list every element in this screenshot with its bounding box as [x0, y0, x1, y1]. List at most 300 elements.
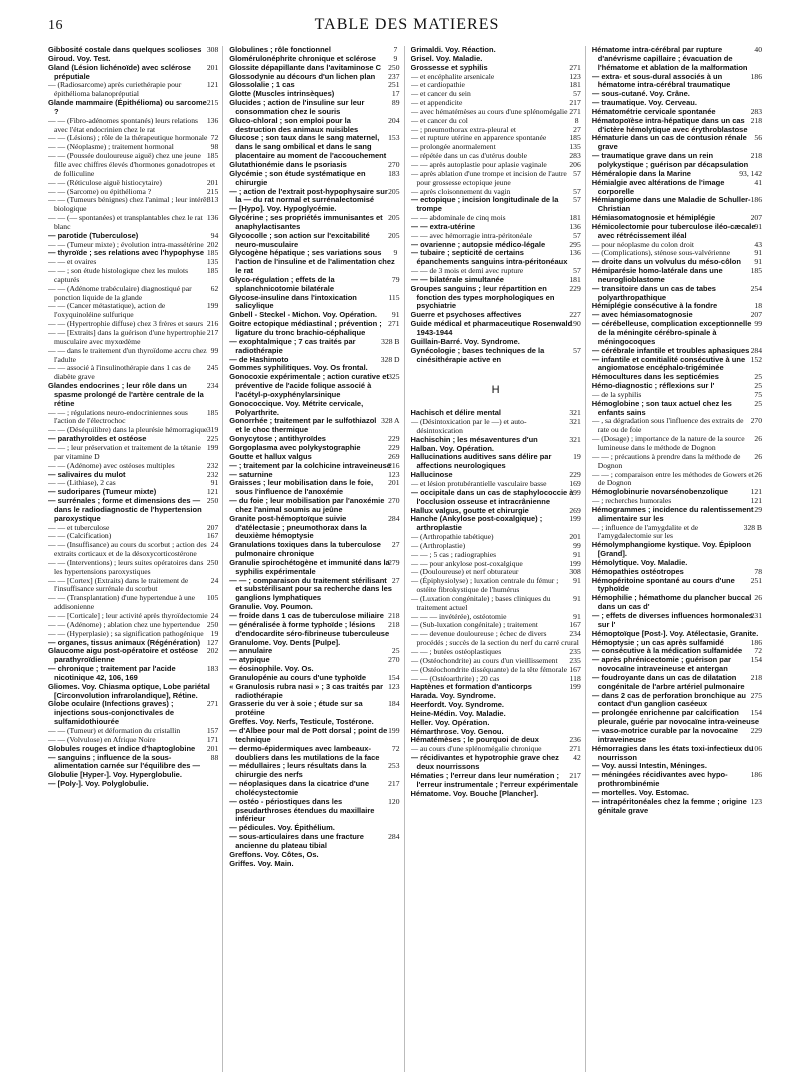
index-entry-text: — organes, tissus animaux (Régénération): [48, 637, 201, 647]
index-entry-text: Globules rouges et indice d'haptoglobine: [48, 743, 196, 753]
index-entry-page: 40: [754, 46, 762, 54]
index-entry-page: 135: [206, 257, 219, 267]
index-entry-text: Hémiparésie homo-latérale dans une neuroglioblastome: [591, 266, 723, 284]
index-entry-page: 88: [210, 752, 219, 762]
index-entry: [229, 294, 399, 312]
index-entry-page: 91: [573, 549, 581, 559]
index-entry-text: Grossesse et syphilis: [410, 62, 488, 72]
index-entry: [229, 134, 399, 161]
index-entry-text: — — (Adénome) avec ostéoses multiples: [48, 460, 175, 470]
index-entry: [229, 762, 399, 780]
index-entry-page: 205: [388, 213, 400, 223]
index-entry-text: Hallucinations auditives sans délire par affections neurologiques: [410, 452, 552, 471]
index-entry-text: — [Hypo]. Voy. Hypoglycémie.: [229, 204, 337, 214]
index-entry-page: 254: [750, 283, 762, 293]
index-entry-text: Groupes sanguins ; leur répartition en fonction des types morphologiques en psychiatrie: [410, 283, 555, 311]
index-entry-page: 43: [754, 239, 762, 249]
index-entry-text: Glycose-insuline dans l'intoxication salicylique: [229, 292, 357, 311]
index-entry-page: 120: [388, 796, 400, 806]
index-entry-text: Grisel. Voy. Maladie.: [410, 53, 483, 63]
index-entry-text: — néoplasiques dans la cicatrice d'une cholécystectomie: [229, 779, 369, 797]
index-entry: [411, 196, 581, 214]
index-entry-text: — — [Corticale] ; leur activité après thyroïdectomie: [48, 611, 208, 620]
index-entry: [48, 577, 218, 595]
index-entry-page: 218: [388, 619, 400, 629]
index-entry-page: 199: [206, 442, 219, 452]
index-entry-text: — ; pneumothorax extra-pleural et: [410, 124, 516, 134]
index-entry-text: Glossolalie ; 1 cas: [229, 80, 295, 90]
index-entry-page: 185: [206, 151, 219, 161]
index-entry: [48, 364, 218, 382]
index-entry-text: — — ; comparaison du traitement stérilisant et substérilisant pour sa recherche dans les ganglions lymphatiques: [229, 575, 392, 603]
index-entry-text: — (Complications), sténose sous-valvérienne: [591, 248, 731, 258]
index-entry-text: — après ablation d'une trompe et incision de l'autre pour grossesse ectopique jeune: [410, 168, 567, 187]
index-entry-text: — d'Albee pour mal de Pott dorsal ; point de technique: [229, 725, 388, 744]
index-entry-text: Hémoglobine ; son taux actuel chez les enfants sains: [591, 398, 732, 417]
index-entry-page: 283: [569, 151, 581, 161]
index-entry-text: Héméralopie dans la Marine: [591, 168, 691, 178]
index-entry-page: 18: [754, 301, 762, 311]
index-entry-page: 321: [569, 408, 581, 418]
index-entry-text: — au cours d'une splénomégalie chronique: [410, 744, 542, 754]
index-entry-page: 207: [206, 522, 219, 532]
index-entry-text: Gonococcique. Voy. Métrite cervicale, Polyarthrite.: [229, 398, 364, 417]
index-entry-page: 26: [754, 451, 762, 461]
index-entry-page: 56: [754, 133, 762, 143]
index-entry-text: — — [Extraits] dans la guérison d'une hypertrophie musculaire avec myxœdème: [48, 328, 206, 346]
index-entry-page: 271: [569, 62, 581, 72]
index-entry: [411, 515, 581, 533]
index-entry-page: 123: [388, 681, 400, 691]
index-entry-page: 167: [569, 664, 581, 674]
index-entry-page: 321: [569, 417, 581, 427]
index-entry-page: 185: [569, 133, 581, 143]
index-entry-text: — chronique ; traitement par l'acide nicotinique 42, 106, 169: [48, 664, 176, 682]
index-entry-page: 185: [206, 248, 219, 258]
index-entry: [592, 727, 762, 745]
index-entry-page: 93, 142: [739, 168, 762, 178]
index-entry-page: 17: [391, 89, 400, 99]
index-entry-text: Grimaldi. Voy. Réaction.: [410, 46, 496, 54]
page-number: 16: [48, 18, 63, 33]
index-entry-page: 215: [206, 98, 219, 108]
index-entry-text: — infantile et comitialité consécutive à une angiomatose encéphalo-trigéminée: [591, 354, 746, 373]
index-entry-page: 167: [569, 620, 581, 630]
index-entry-text: — — (Tumeurs bénignes) chez l'animal ; leur intérêt biologique: [48, 195, 209, 214]
index-entry-text: — éosinophile. Voy. Os.: [229, 664, 314, 674]
index-entry-text: — — (Adénome trabéculaire) diagnostiqué par ponction liquide de la glande: [48, 283, 192, 302]
index-entry-text: — (Dosage) ; importance de la nature de la source lumineuse dans le méthode de Dognon: [591, 434, 745, 452]
index-entry-page: 25: [754, 381, 762, 391]
index-entry-page: 91: [754, 248, 762, 258]
index-entry: [229, 541, 399, 559]
index-entry-text: Glutathionémie dans le psoriasis: [229, 159, 347, 169]
index-entry-text: — — — invétérée), ostéotomie: [410, 611, 507, 621]
index-column-4: [592, 46, 766, 1072]
index-entry-text: — — ; précautions à prendre dans la méthode de Dognon: [591, 451, 741, 470]
index-entry: [592, 152, 762, 170]
index-entry: [229, 320, 399, 338]
index-entry-text: Grasserie du ver à soie ; étude sur sa protéine: [229, 699, 363, 718]
index-entry: [229, 727, 399, 745]
index-entry-text: Hachisch et délire mental: [410, 408, 501, 418]
index-entry-page: 167: [206, 531, 219, 541]
index-entry-text: Haptènes et formation d'anticorps: [410, 682, 532, 692]
index-entry: [592, 435, 762, 453]
index-entry-page: 232: [206, 469, 219, 479]
index-entry: [411, 453, 581, 471]
index-entry-text: — pédicules. Voy. Épithélium.: [229, 823, 335, 833]
index-entry-text: — ; traitement par la colchicine intraveineuse: [229, 460, 391, 470]
index-entry-page: 79: [391, 274, 400, 284]
index-entry-text: Goitre ectopique médiastinal ; prévention ; ligature du tronc brachio-céphalique: [229, 319, 382, 337]
index-entry-text: — et encéphalite arsenicale: [410, 71, 495, 81]
index-entry-text: — du foie ; leur mobilisation par l'anoxémie chez l'animal soumis au jeûne: [229, 496, 385, 514]
index-entry-page: 127: [206, 637, 219, 647]
index-entry-text: — ; influence de l'amygdalite et de l'amygdalectomie sur les: [591, 522, 699, 541]
index-entry-page: 184: [388, 699, 400, 709]
index-entry-text: — — et ovaires: [48, 257, 97, 267]
index-entry-text: Glomérulonéphrite chronique et sclérose: [229, 53, 376, 63]
index-entry-page: 328 A: [381, 416, 400, 426]
index-entry-text: — froide dans 1 cas de tuberculose miliaire: [229, 611, 384, 620]
index-entry-text: Granulopénie au cours d'une typhoïde: [229, 672, 367, 682]
index-entry-text: Hémiplégie consécutive à la fondre: [591, 301, 718, 311]
index-entry-text: — tubaire ; septicité de certains épanchements sanguins intra-péritonéaux: [410, 248, 568, 267]
index-entry-text: Globulie [Hyper-]. Voy. Hyperglobulie.: [48, 770, 182, 780]
index-entry-page: 218: [750, 151, 762, 161]
index-entry-text: — après phrénicectomie ; guérison par novocaïne intraveineuse et antergan: [591, 655, 731, 674]
index-entry: 9 Glomérulonéphrite chronique et sclérose: [229, 53, 398, 63]
index-entry-text: — pour néoplasme du colon droit: [591, 239, 695, 249]
index-entry-text: Hématémèses ; le pourquoi de deux: [410, 735, 539, 745]
index-entry: [48, 444, 218, 462]
index-entry-page: 185: [206, 407, 219, 417]
index-entry: [592, 692, 762, 710]
page-title: TABLE DES MATIERES: [314, 16, 500, 33]
index-entry: [592, 400, 762, 418]
index-entry-page: 27: [573, 124, 581, 134]
index-entry-text: Glycogène hépatique ; ses variations sous l'action de l'insuline et de l'alimentation chez le rat: [229, 248, 395, 276]
index-entry-text: — — (Interventions) ; leurs suites opératoires dans les hypertensions paroxystiques: [48, 557, 204, 576]
index-entry-text: Hémiangiome dans une Maladie de Schuller-Christian: [591, 195, 751, 214]
index-entry-page: 91: [391, 310, 400, 320]
index-entry-page: 99: [573, 540, 581, 550]
index-entry-page: 26: [754, 434, 762, 444]
index-entry: [411, 489, 581, 507]
index-entry: [411, 790, 581, 799]
index-entry-text: Gonorrhée ; traitement par le sulfothiazol et le choc thermique: [229, 416, 377, 435]
index-entry-text: Guerre et psychoses affectives: [410, 310, 522, 320]
index-entry-page: 308: [206, 46, 219, 54]
index-entry-text: — annulaire: [229, 646, 273, 656]
index-column-3: [411, 46, 586, 1072]
index-entry: [229, 621, 399, 639]
index-entry-text: Hallux valgus, goutte et chirurgie: [410, 505, 529, 515]
index-entry-page: 236: [569, 735, 581, 745]
index-entry: [229, 117, 399, 135]
index-entry-text: — (Désintoxication par le —) et auto-désintoxication: [410, 417, 527, 435]
index-entry-page: 201: [569, 532, 581, 542]
index-entry-page: 99: [754, 319, 762, 329]
index-entry-page: 229: [569, 470, 581, 480]
index-entry: [592, 46, 762, 73]
index-entry: [592, 73, 762, 91]
index-entry-page: 253: [388, 761, 400, 771]
index-entry: [48, 64, 218, 82]
index-entry-page: 215: [206, 186, 219, 196]
index-entry-text: — de la syphilis: [591, 389, 642, 399]
index-entry-page: 201: [206, 743, 219, 753]
index-entry-text: — récidivantes et hypotrophie grave chez deux nourrissons: [410, 753, 559, 771]
index-entry-page: 218: [388, 611, 400, 620]
index-entry-text: — extra- et sous-dural associés à un hématome intra-cérébral traumatique: [591, 71, 731, 90]
index-entry-text: — sous-cutané. Voy. Crâne.: [591, 89, 690, 99]
index-entry-page: 154: [750, 655, 762, 665]
index-entry-text: — Voy. aussi Intestin, Méninges.: [591, 761, 707, 771]
index-entry-text: — droite dans un volvulus du méso-côlon: [591, 257, 741, 267]
index-entry: [48, 285, 218, 303]
index-entry-page: 57: [573, 266, 581, 276]
index-entry: [592, 267, 762, 285]
index-entry-text: Goutte et hallux valgus: [229, 451, 312, 461]
index-entry-page: 218: [750, 672, 762, 682]
index-entry-page: 231: [750, 611, 762, 620]
index-entry-text: — — bilatérale simultanée: [410, 274, 504, 284]
index-entry-text: — cérébrale infantile et troubles aphasiques: [591, 345, 750, 355]
index-entry: [48, 329, 218, 347]
index-entry-page: 199: [388, 725, 400, 735]
index-entry-page: 91: [754, 221, 762, 231]
index-entry: [411, 595, 581, 613]
index-entry-page: 99: [573, 487, 581, 497]
index-entry-page: 135: [569, 142, 581, 152]
index-entry-page: 313: [206, 195, 219, 205]
index-entry: [229, 745, 399, 763]
index-entry: [229, 700, 399, 718]
index-entry-text: — salivaires du mulot: [48, 469, 126, 479]
index-entry-page: 121: [206, 80, 219, 90]
index-entry-text: Gliomes. Voy. Chiasma optique, Lobe pariétal [Circonvolution infrarolandique], Rétine.: [48, 681, 210, 700]
index-entry: [411, 418, 581, 436]
index-entry: [48, 594, 218, 612]
index-entry-text: — médullaires ; leurs résultats dans la chirurgie des nerfs: [229, 761, 367, 780]
index-entry-page: 171: [206, 734, 219, 744]
index-entry-text: Greffes. Voy. Nerfs, Testicule, Tostérone.: [229, 717, 374, 727]
index-entry: [229, 338, 399, 356]
index-entry-text: — de Hashimoto: [229, 354, 289, 364]
index-entry: 8 — et cancer du col: [410, 115, 579, 125]
index-entry-page: 136: [206, 115, 219, 125]
index-entry-page: 237: [388, 71, 400, 81]
index-entry-page: 19: [573, 452, 581, 462]
index-columns: [48, 46, 766, 1072]
index-entry-text: Granite post-hémoptoïque suivie d'atélectasie ; pneumothorax dans la deuxième hémoptysie: [229, 513, 367, 541]
index-entry-text: — — (Néoplasme) ; traitement hormonal: [48, 142, 174, 152]
index-entry: [48, 683, 218, 701]
index-entry-text: Greffons. Voy. Côtes, Os.: [229, 849, 319, 859]
index-entry-page: 186: [750, 71, 762, 81]
index-entry-text: — généralisée à forme typhoïde ; lésions d'endocardite séro-fibrineuse tuberculeuse: [229, 619, 390, 638]
index-entry-page: 72: [754, 646, 762, 656]
index-entry-text: — occipitale dans un cas de staphylococcie à l'occlusion osseuse et intracrânienne: [410, 487, 574, 506]
index-entry: [48, 214, 218, 232]
index-entry-text: — et cancer du col: [410, 115, 468, 125]
index-entry-page: 225: [206, 434, 219, 444]
index-entry-page: 229: [388, 442, 400, 452]
index-entry-text: — avec hémiasomatognosie: [591, 310, 693, 320]
index-entry-page: 251: [388, 80, 400, 90]
index-entry-text: — mortelles. Voy. Estomac.: [591, 787, 690, 797]
index-entry-text: — — devenue douloureuse ; échec de divers procédés ; succès de la section du nerf du carré crural: [410, 629, 579, 648]
index-entry-text: Hémiasomatognosie et hémiplégie: [591, 213, 716, 223]
index-entry-page: 29: [754, 504, 762, 514]
index-entry-page: 217: [388, 779, 400, 789]
index-entry-page: 24: [210, 611, 219, 620]
section-letter-heading: H: [491, 384, 500, 397]
index-entry-page: 205: [388, 186, 400, 196]
index-entry-text: Hématométrie cervicale spontanée: [591, 106, 716, 116]
index-entry-page: 62: [210, 283, 219, 293]
index-entry-text: — — (Réticulose aiguë histiocytaire): [48, 177, 162, 187]
index-entry-text: Hématome intra-cérébral par rupture d'anévrisme capillaire ; évacuation de l'hématome et ablation de la malformation: [591, 46, 748, 72]
index-entry-page: 121: [206, 487, 219, 497]
index-entry: [229, 577, 399, 604]
index-entry: [592, 674, 762, 692]
index-entry-text: — ovarienne ; autopsie médico-légale: [410, 239, 546, 249]
index-entry-text: — — (Tumeur mixte) ; évolution intra-massétérine: [48, 239, 204, 249]
index-entry-text: Gibbosité costale dans quelques scolioses: [48, 46, 202, 54]
index-entry: [48, 99, 218, 117]
index-entry-page: 202: [206, 646, 219, 656]
index-entry-text: — (Sub-luxation congénitale) ; traitement: [410, 620, 538, 630]
index-entry-text: — — (Déséquilibre) dans la pleurésie hémorragique: [48, 425, 208, 435]
index-entry: [48, 665, 218, 683]
index-entry-text: — — (Insuffisance) au cours du scorbut ; action des extraits corticaux et de la désoxycorticostérone: [48, 540, 207, 559]
index-entry-text: — ostéo - périostiques dans les pseudarthroses étendues du maxillaire inférieur: [229, 796, 375, 824]
index-entry: [411, 630, 581, 648]
index-entry-text: — (Douloureuse) et nerf obturateur: [410, 567, 519, 577]
index-entry-page: 169: [569, 478, 581, 488]
index-entry-page: 157: [206, 725, 219, 735]
index-column-1: [48, 46, 223, 1072]
index-entry-page: 19: [210, 628, 219, 638]
index-entry: [592, 709, 762, 727]
index-entry-text: Graisses ; leur mobilisation dans le foie, sous l'influence de l'anoxémie: [229, 478, 374, 497]
index-entry: [592, 745, 762, 763]
index-entry-text: — cérébelleuse, complication exceptionnelle de la méningite cérébro-spinale à méningocoques: [591, 319, 752, 346]
index-entry: [229, 276, 399, 294]
index-entry-text: Glaucome aigu post-opératoire et ostéose parathyroïdienne: [48, 646, 199, 665]
index-entry-page: 325: [388, 372, 400, 382]
index-entry: [592, 134, 762, 152]
index-entry-text: — dermo-épidermiques avec lambeaux-doubliers dans les mutilations de la face: [229, 743, 380, 762]
index-entry-text: — atypique: [229, 655, 270, 665]
index-entry-text: — foudroyante dans un cas de dilatation congénitale de l'arbre artériel pulmonaire: [591, 672, 745, 691]
index-entry-page: 271: [206, 699, 219, 709]
index-entry: [229, 798, 399, 825]
index-entry: [48, 267, 218, 285]
index-entry-text: Heller. Voy. Opération.: [410, 717, 490, 727]
index-entry-page: 284: [750, 345, 762, 355]
index-entry-text: — — (Transplantation) d'une hypertendue à une addisonienne: [48, 593, 196, 612]
index-entry-text: Hémophilie ; hémathome du plancher buccal dans un cas d': [591, 593, 752, 612]
index-entry-text: Glycémie ; son étude systématique en chirurgie: [229, 168, 366, 187]
index-entry: [592, 656, 762, 674]
index-entry-text: — méningées récidivantes avec hypo-prothrombinémie: [591, 770, 728, 789]
index-entry: [229, 479, 399, 497]
index-entry-text: — dans 2 cas de perforation bronchique au contact d'un ganglion caséeux: [591, 690, 746, 709]
index-entry-page: 72: [391, 743, 400, 753]
index-entry: [48, 302, 218, 320]
index-entry-text: — sudoripares (Tumeur mixte): [48, 487, 157, 497]
index-entry: [229, 833, 399, 851]
index-entry-page: 136: [569, 221, 581, 231]
index-entry-page: 201: [388, 478, 400, 488]
index-entry-page: 186: [750, 195, 762, 205]
index-entry-page: 270: [388, 655, 400, 665]
index-entry-page: 91: [573, 593, 581, 603]
index-entry: [229, 860, 399, 869]
index-entry-page: 106: [750, 743, 762, 753]
index-entry-text: — — (Adénome) ; ablation chez une hypertendue: [48, 619, 201, 629]
index-entry-page: 186: [750, 637, 762, 647]
index-entry: [48, 409, 218, 427]
index-entry-page: 245: [206, 363, 219, 373]
index-entry-text: Hématurie dans un cas de contusion rénale grave: [591, 133, 747, 152]
index-entry-text: Glycocolle ; son action sur l'excitabilité neuro-musculaire: [229, 230, 370, 249]
index-entry-text: — saturnine: [229, 469, 273, 479]
index-entry-page: 207: [750, 310, 762, 320]
index-entry-page: 181: [569, 274, 581, 284]
index-entry-page: 328 B: [743, 522, 762, 532]
index-entry-text: — — ; régulations neuro-endocriniennes sous l'action de l'électrochoc: [48, 407, 188, 426]
index-entry-text: Hanche (Ankylose post-coxalgique) ; arthroplastie: [410, 514, 543, 533]
index-entry-text: Granulome. Voy. Dents [Pulpe].: [229, 637, 341, 647]
index-entry-page: 284: [388, 832, 400, 842]
index-entry-page: 24: [210, 540, 219, 550]
index-entry-page: 153: [388, 133, 400, 143]
index-entry-text: — ectopique ; incision longitudinale de la trompe: [410, 195, 559, 214]
index-entry-page: 181: [569, 213, 581, 223]
index-entry-text: — avec hématémèses au cours d'une splénomégalie: [410, 106, 568, 116]
index-entry-page: 204: [388, 115, 400, 125]
index-entry-text: Hémolytique. Voy. Maladie.: [591, 557, 688, 567]
index-entry-text: Griffes. Voy. Main.: [229, 858, 294, 868]
index-entry-text: — — après autoplastie pour aplasie vaginale: [410, 159, 547, 169]
index-entry-page: 250: [388, 62, 400, 72]
index-entry: [592, 471, 762, 489]
index-entry-text: Halban. Voy. Opération.: [410, 443, 494, 453]
index-entry-page: 91: [754, 257, 762, 267]
index-entry-text: — — [Cortex] (Extraits) dans le traitement de l'insuffisance surrénale du scorbut: [48, 575, 189, 594]
index-entry: [592, 612, 762, 630]
index-entry-text: — — ; leur préservation et traitement de la tétanie par vitamine D: [48, 442, 201, 461]
index-entry-text: Glyco-régulation ; effets de la splanchnicotomie bilatérale: [229, 274, 335, 293]
index-entry-text: Harada. Voy. Syndrome.: [410, 691, 496, 701]
index-entry-page: 186: [750, 770, 762, 780]
index-entry-page: 269: [388, 451, 400, 461]
index-entry-page: 235: [569, 655, 581, 665]
index-entry: [592, 506, 762, 524]
index-entry-text: Hémoglobinurie novarsénobenzolique: [591, 487, 729, 497]
index-entry-page: 25: [754, 398, 762, 408]
index-entry-page: 185: [750, 266, 762, 276]
index-entry-text: Heine-Médin. Voy. Maladie.: [410, 708, 506, 718]
index-entry-text: — sous-articulaires dans une fracture ancienne du plateau tibial: [229, 832, 364, 850]
index-entry-page: 206: [569, 159, 581, 169]
index-entry-page: 270: [388, 496, 400, 506]
